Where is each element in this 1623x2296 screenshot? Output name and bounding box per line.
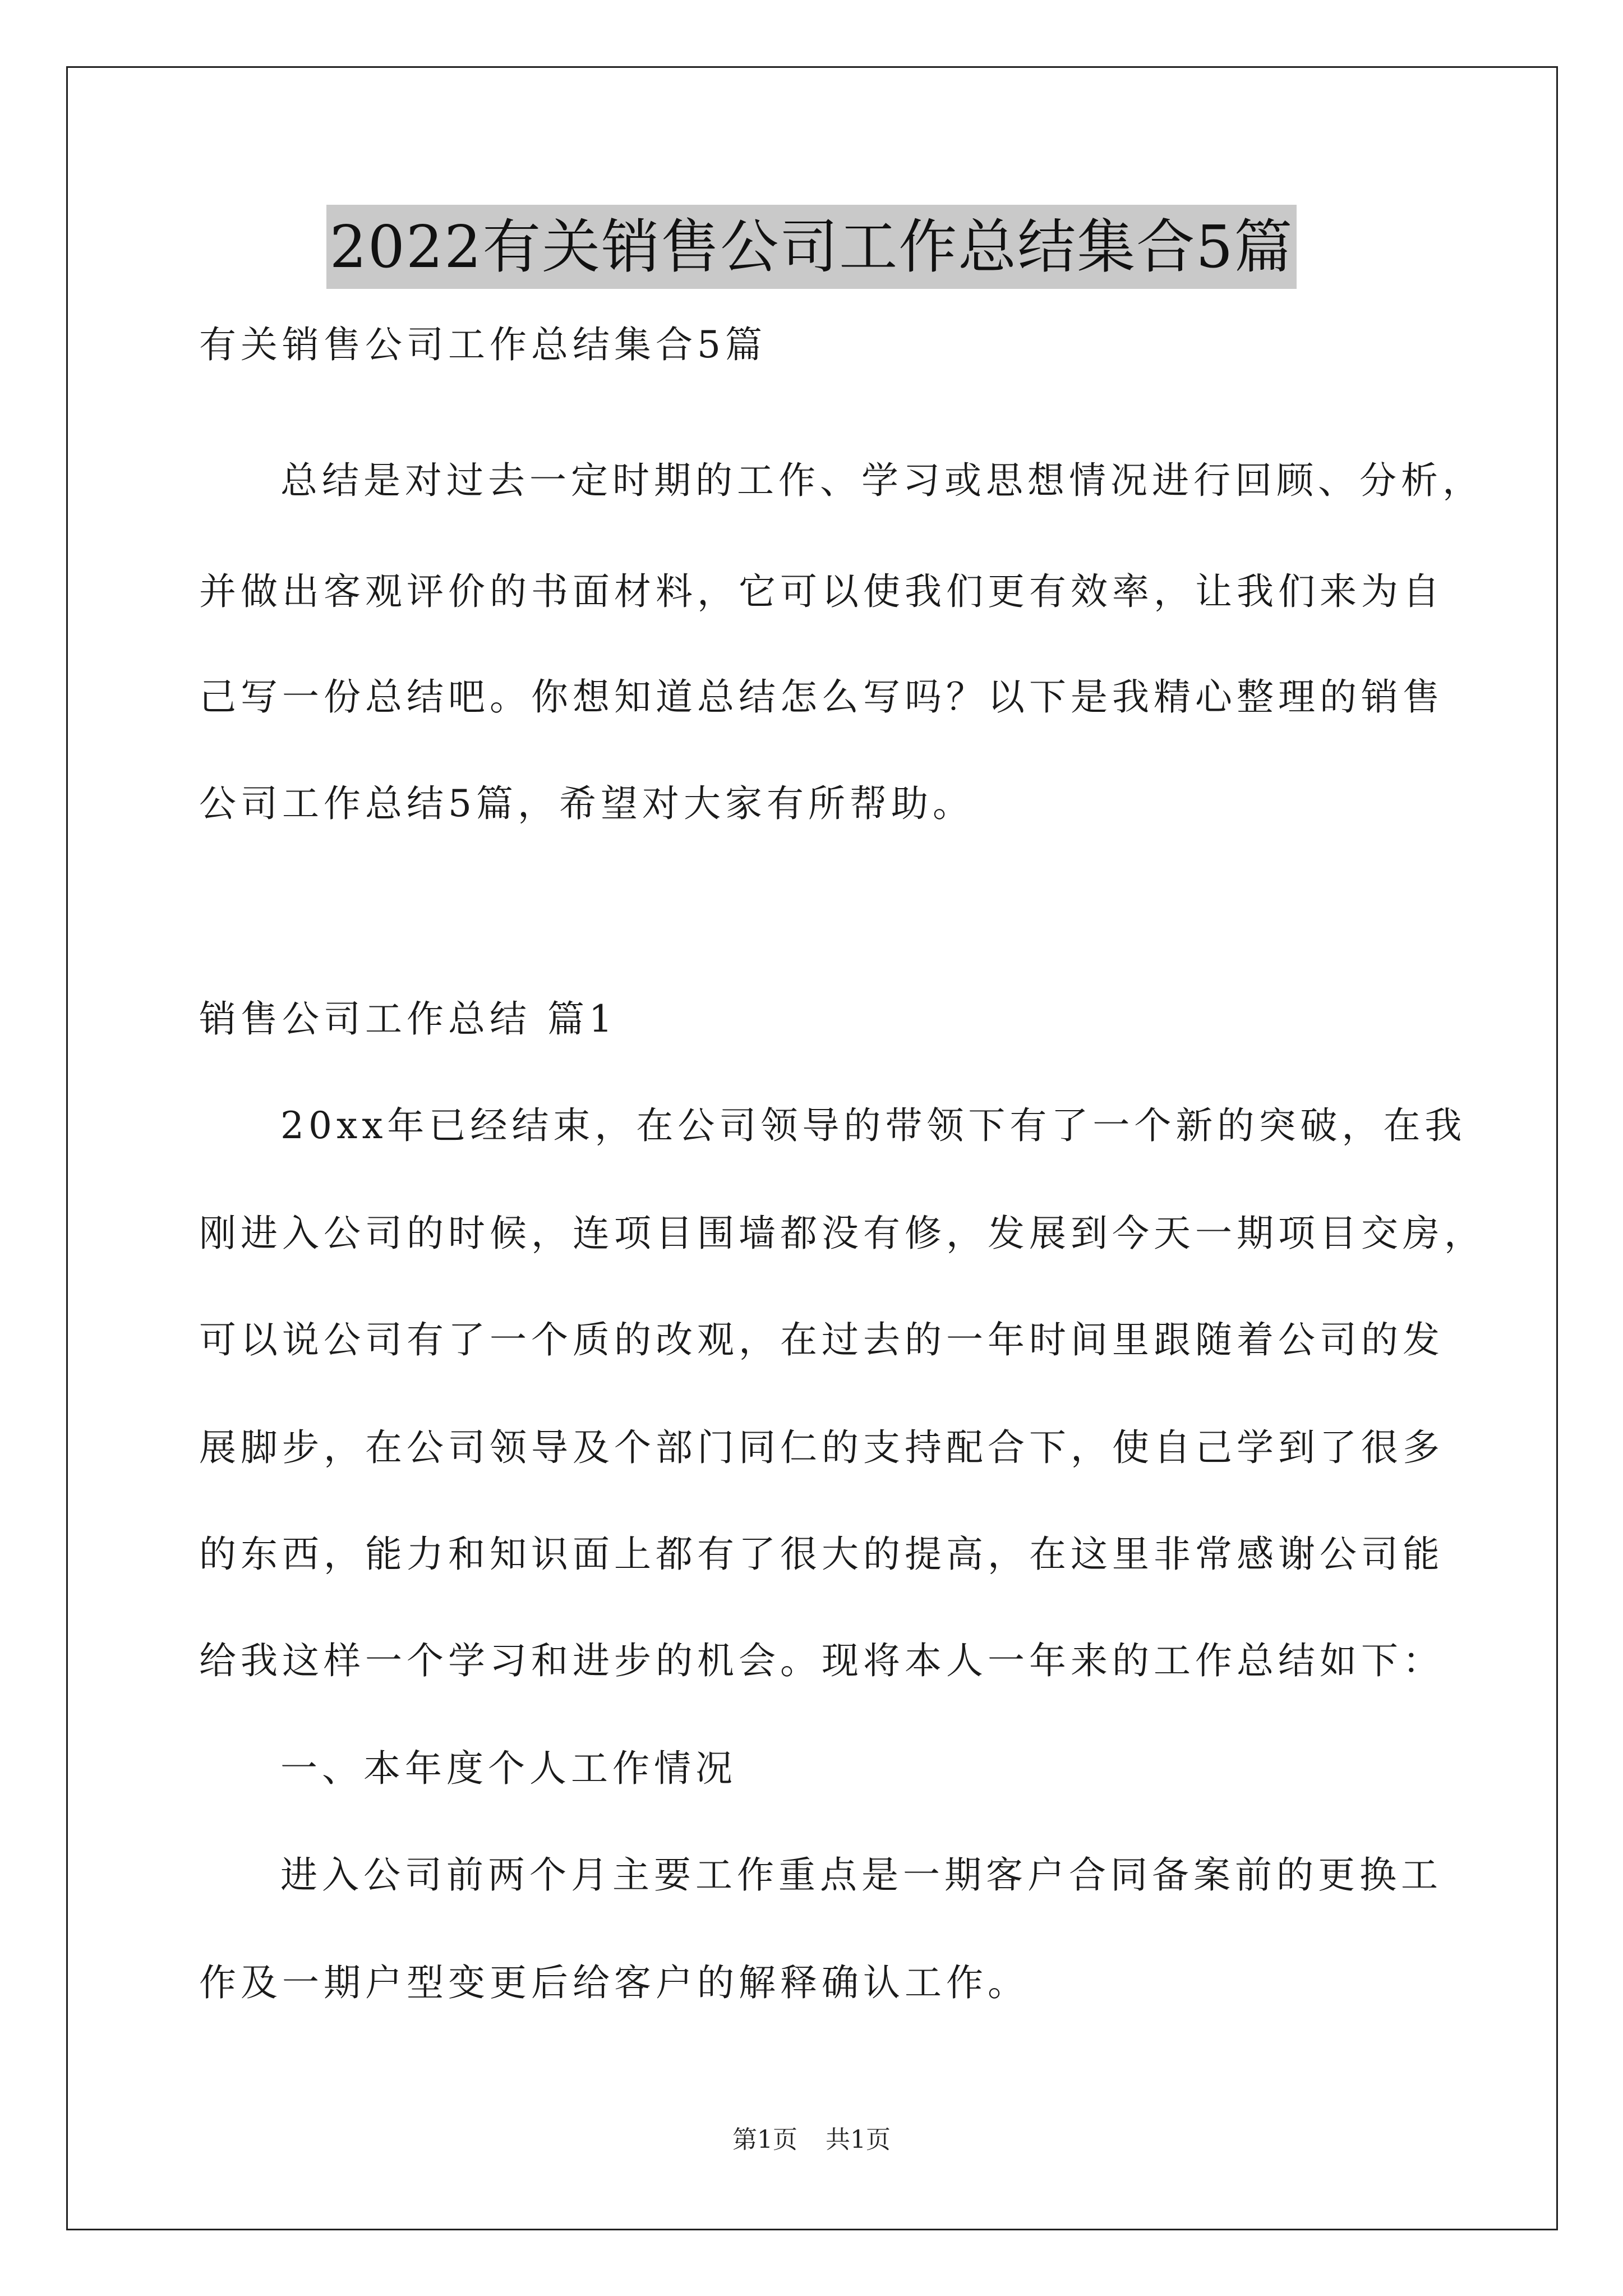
- sub-heading: 一、本年度个人工作情况: [280, 1747, 737, 1790]
- document-subtitle: 有关销售公司工作总结集合5篇: [199, 323, 767, 366]
- work-line: 进入公司前两个月主要工作重点是一期客户合同备案前的更换工: [280, 1853, 1442, 1897]
- title-container: [0, 205, 1623, 289]
- page-total: 共1页: [826, 2125, 891, 2154]
- section-line: 展脚步，在公司领导及个部门同仁的支持配合下，使自己学到了很多: [199, 1426, 1444, 1469]
- page-number: 第1页: [732, 2125, 797, 2154]
- page-footer: [0, 2123, 1623, 2157]
- section-line: 的东西，能力和知识面上都有了很大的提高，在这里非常感谢公司能: [199, 1533, 1444, 1576]
- intro-line: 己写一份总结吧。你想知道总结怎么写吗？以下是我精心整理的销售: [199, 675, 1444, 719]
- section-line: 20xx年已经结束，在公司领导的带领下有了一个新的突破，在我: [280, 1104, 1467, 1147]
- section-line: 刚进入公司的时候，连项目围墙都没有修，发展到今天一期项目交房，: [199, 1212, 1486, 1255]
- section-line: 给我这样一个学习和进步的机会。现将本人一年来的工作总结如下：: [199, 1639, 1444, 1682]
- section-heading: 销售公司工作总结 篇1: [199, 997, 617, 1041]
- section-line: 可以说公司有了一个质的改观，在过去的一年时间里跟随着公司的发: [199, 1318, 1444, 1361]
- intro-line: 并做出客观评价的书面材料，它可以使我们更有效率，让我们来为自: [199, 570, 1444, 613]
- intro-line: 总结是对过去一定时期的工作、学习或思想情况进行回顾、分析，: [280, 459, 1484, 502]
- document-title: 2022有关销售公司工作总结集合5篇: [326, 205, 1297, 289]
- intro-line: 公司工作总结5篇，希望对大家有所帮助。: [199, 782, 974, 825]
- work-line: 作及一期户型变更后给客户的解释确认工作。: [199, 1961, 1029, 2004]
